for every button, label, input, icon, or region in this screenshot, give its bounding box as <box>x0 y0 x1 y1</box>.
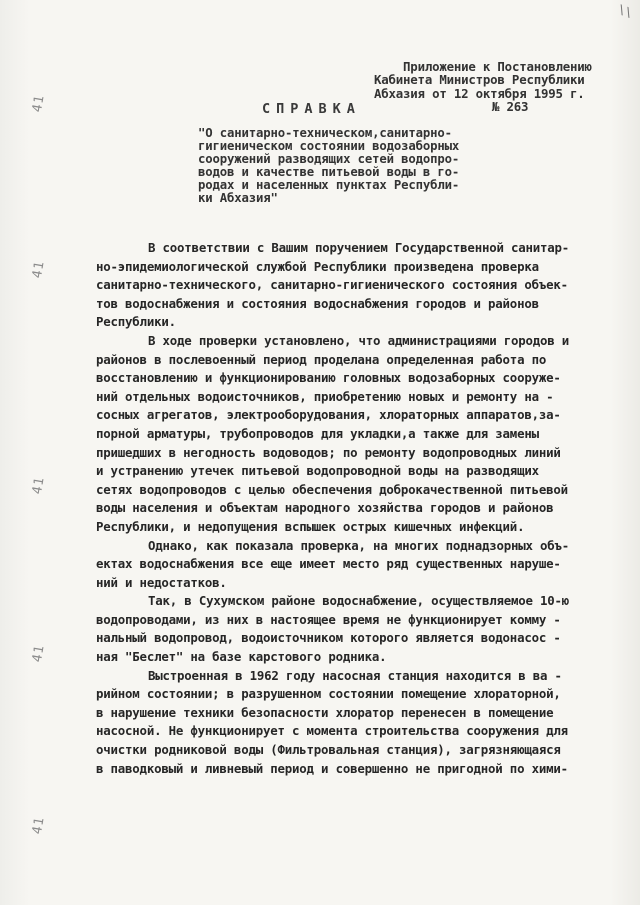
body-text-line: В соответствии с Вашим поручением Государственной санитар- <box>148 240 570 255</box>
margin-page-number-mark: 41 <box>29 815 48 836</box>
body-text-line: восстановлению и функционированию головных водозаборных сооруже- <box>96 370 561 386</box>
body-text-line: водопроводами, из них в настоящее время не функционирует комму - <box>96 611 561 627</box>
subject-line: "О санитарно-техническом,санитарно- <box>198 126 452 140</box>
body-text-line: В ходе проверки установлено, что администрациями городов и <box>148 332 570 348</box>
resolution-number: № 263 <box>492 99 529 115</box>
appendix-line: Абхазия от 12 октября 1995 г. <box>374 85 585 101</box>
subject-line: гигиеническом состоянии водозаборных <box>198 138 460 153</box>
body-text-line: нальный водопровод, водоисточником которого является водонасос - <box>96 630 561 646</box>
body-text-line: в нарушение техники безопасности хлоратор перенесен в помещение <box>96 704 554 720</box>
body-text-line: но-эпидемиологической службой Республики произведена проверка <box>96 258 539 274</box>
document-subject <box>198 127 498 204</box>
body-text-line: ний и недостатков. <box>96 574 227 590</box>
subject-line: родах и населенных пунктах Республи- <box>198 177 460 192</box>
margin-page-number-mark: 41 <box>29 643 48 664</box>
body-text-line: ний отдельных водоисточников, приобретению новых и ремонту на - <box>96 388 554 404</box>
body-text-line: сосных агрегатов, электрооборудования, хлораторных аппаратов,за- <box>96 407 561 423</box>
body-text-line: санитарно-технического, санитарно-гигиенического состояния объек- <box>96 277 568 293</box>
margin-page-number-mark: 41 <box>29 93 48 114</box>
body-text-line: Республики, и недопущения вспышек острых кишечных инфекций. <box>96 518 525 534</box>
document-title: СПРАВКА <box>262 101 361 117</box>
body-text-line: Выстроенная в 1962 году насосная станция находится в ва - <box>148 667 562 683</box>
body-text-line: рийном состоянии; в разрушенном состоянии помещение хлораторной, <box>96 686 561 702</box>
margin-page-number-mark: 41 <box>29 259 48 280</box>
body-text-line: сетях водопроводов с целью обеспечения доброкачественной питьевой <box>96 481 568 497</box>
subject-line: водов и качестве питьевой воды в го- <box>198 164 460 179</box>
body-text-line: воды населения и объектам народного хозяйства городов и районов <box>96 500 554 516</box>
corner-pencil-mark: \\ <box>615 1 634 21</box>
document-body <box>96 239 606 778</box>
subject-line: сооружений разводящих сетей водопро- <box>198 151 460 166</box>
body-text-line: порной арматуры, трубопроводов для укладки,а также для замены <box>96 425 539 441</box>
body-text-line: Однако, как показала проверка, на многих поднадзорных объ- <box>148 537 570 553</box>
body-text-line: в паводковый и ливневый период и совершенно не пригодной по хими- <box>96 760 568 776</box>
appendix-line: Приложение к Постановлению <box>403 58 592 74</box>
body-text-line: насосной. Не функционирует с момента строительства сооружения для <box>96 723 568 739</box>
subject-line: ки Абхазия" <box>198 190 278 205</box>
body-text-line: ектах водоснабжения все еще имеет место ряд существенных наруше- <box>96 556 561 572</box>
appendix-line: Кабинета Министров Республики <box>374 72 585 88</box>
body-text-line: очистки родниковой воды (Фильтровальная станция), загрязняющаяся <box>96 742 561 758</box>
body-text-line: тов водоснабжения и состояния водоснабжения городов и районов <box>96 295 539 311</box>
body-text-line: и устранению утечек питьевой водопроводной воды на разводящих <box>96 463 539 479</box>
body-text-line: пришедших в негодность водоводов; по ремонту водопроводных линий <box>96 444 561 460</box>
margin-page-number-mark: 41 <box>29 475 48 496</box>
body-text-line: Республики. <box>96 314 176 330</box>
body-text-line: районов в послевоенный период проделана определенная работа по <box>96 351 547 367</box>
body-text-line: Так, в Сухумском районе водоснабжение, осуществляемое 10-ю <box>148 593 570 609</box>
body-text-line: ная "Беслет" на базе карстового родника. <box>96 649 387 665</box>
